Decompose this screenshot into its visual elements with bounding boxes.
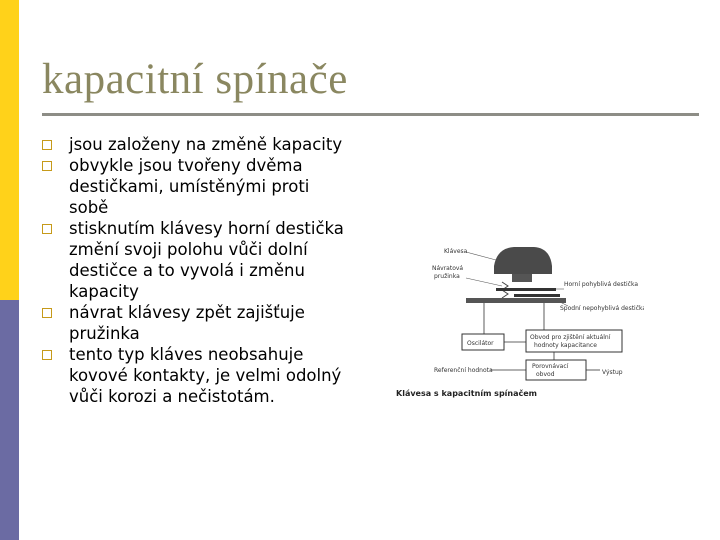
list-item bbox=[42, 155, 352, 218]
leader-line bbox=[466, 278, 502, 286]
list-item bbox=[42, 218, 352, 302]
label-navratova: Návratová bbox=[432, 265, 464, 272]
label-horni: Horní pohyblivá destička bbox=[564, 281, 639, 288]
label-referencni: Referenční hodnota bbox=[434, 367, 493, 374]
lower-plate-shape bbox=[514, 294, 560, 297]
leader-line bbox=[466, 252, 496, 260]
list-item bbox=[42, 344, 352, 407]
label-porovnavaci-2: obvod bbox=[536, 371, 555, 378]
label-porovnavaci-1: Porovnávací bbox=[532, 363, 569, 370]
label-vystup: Výstup bbox=[602, 369, 623, 376]
list-item bbox=[42, 302, 352, 344]
accent-sidebar bbox=[0, 0, 19, 540]
label-obvod-1: Obvod pro zjištění aktuální bbox=[530, 334, 611, 341]
list-item bbox=[42, 134, 352, 155]
diagram-svg bbox=[394, 226, 644, 416]
capacitive-switch-diagram bbox=[394, 226, 644, 416]
label-klavesa: Klávesa bbox=[444, 248, 468, 255]
label-obvod-2: hodnoty kapacitance bbox=[534, 342, 597, 349]
label-pruzinka: pružinka bbox=[434, 273, 460, 280]
square-outline-icon bbox=[42, 161, 52, 171]
bullet-text: stisknutím klávesy horní destička změní svoji polohu vůči dolní destičce a to vyvolá i změnu kapacity bbox=[69, 219, 344, 301]
label-oscilator: Oscilátor bbox=[467, 340, 494, 347]
figure-caption: Klávesa s kapacitním spínačem bbox=[396, 389, 538, 398]
base-shape bbox=[466, 298, 566, 303]
bullet-list bbox=[42, 134, 352, 407]
page-title: kapacitní spínače bbox=[42, 56, 348, 103]
label-spodni: Spodní nepohyblivá destička bbox=[560, 305, 644, 312]
bullet-text: jsou založeny na změně kapacity bbox=[69, 135, 343, 154]
square-outline-icon bbox=[42, 350, 52, 360]
bullet-text: návrat klávesy zpět zajišťuje pružinka bbox=[69, 303, 305, 343]
square-outline-icon bbox=[42, 140, 52, 150]
key-cap-shape bbox=[494, 247, 552, 274]
key-stem-shape bbox=[512, 274, 532, 282]
square-outline-icon bbox=[42, 308, 52, 318]
title-divider bbox=[42, 113, 699, 116]
upper-plate-shape bbox=[496, 288, 556, 291]
square-outline-icon bbox=[42, 224, 52, 234]
bullet-text: tento typ kláves neobsahuje kovové kontakty, je velmi odolný vůči korozi a nečistotám. bbox=[69, 345, 342, 406]
bullet-text: obvykle jsou tvořeny dvěma destičkami, umístěnými proti sobě bbox=[69, 156, 310, 217]
